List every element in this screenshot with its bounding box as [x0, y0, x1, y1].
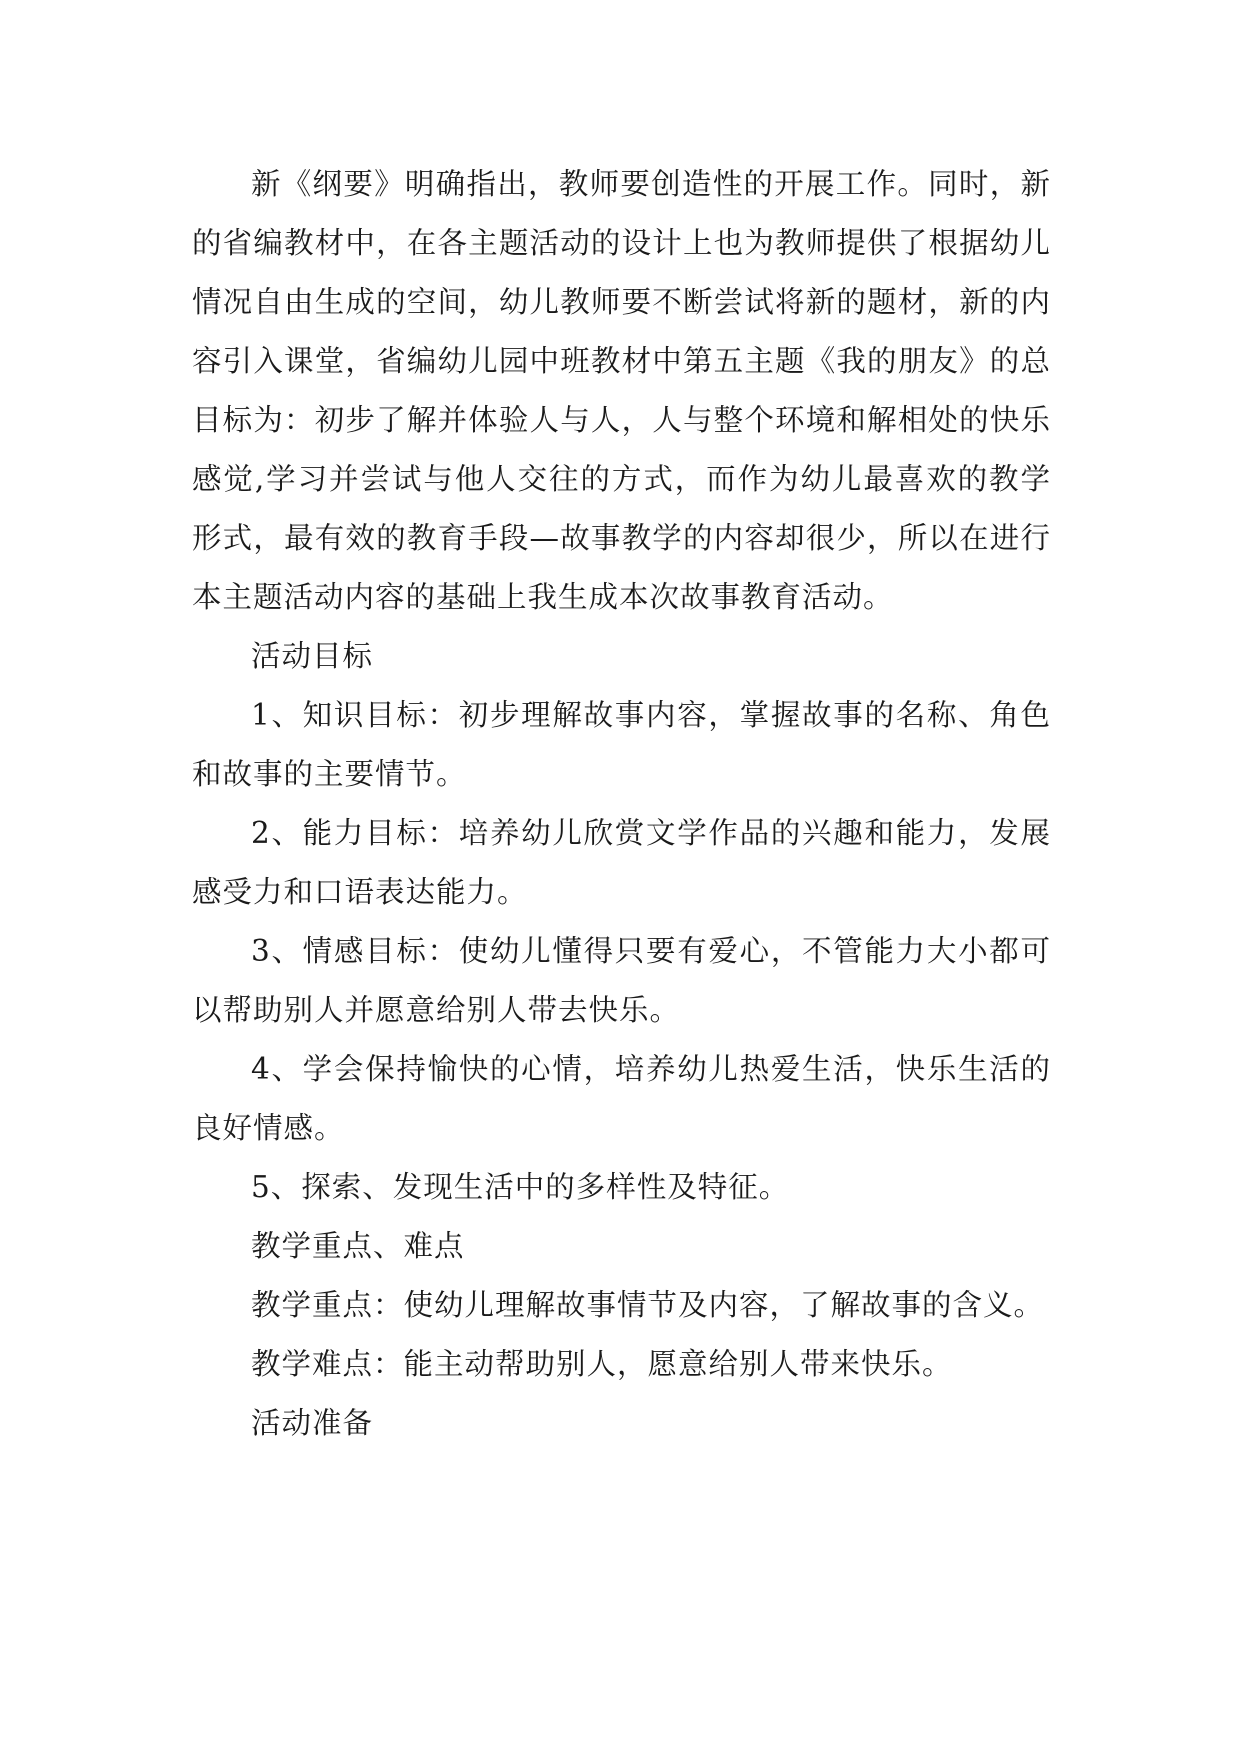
goal-item-1: 1、知识目标：初步理解故事内容，掌握故事的名称、角色和故事的主要情节。	[192, 698, 1051, 791]
difficulty-paragraph: 教学难点：能主动帮助别人，愿意给别人带来快乐。	[251, 1347, 953, 1381]
intro-paragraph: 新《纲要》明确指出，教师要创造性的开展工作。同时，新的省编教材中，在各主题活动的设计上也为教师提供了根据幼儿情况自由生成的空间，幼儿教师要不断尝试将新的题材，新的内容引入课堂，省编幼儿园中班教材中第五主题《我的朋友》的总目标为：初步了解并体验人与人，人与整个环境和解相处的快乐感觉,学习并尝试与他人交往的方式，而作为幼儿最喜欢的教学形式，最有效的教育手段—故事教学的内容却很少，所以在进行本主题活动内容的基础上我生成本次故事教育活动。	[192, 167, 1051, 614]
key-point-paragraph: 教学重点：使幼儿理解故事情节及内容，了解故事的含义。	[251, 1288, 1045, 1322]
goal-item-3: 3、情感目标：使幼儿懂得只要有爱心，不管能力大小都可以帮助别人并愿意给别人带去快乐。	[192, 934, 1051, 1027]
section-heading-preparation: 活动准备	[251, 1406, 374, 1440]
goal-item-5: 5、探索、发现生活中的多样性及特征。	[251, 1170, 790, 1204]
goal-item-2: 2、能力目标：培养幼儿欣赏文学作品的兴趣和能力，发展感受力和口语表达能力。	[192, 816, 1051, 909]
section-heading-activity-goals: 活动目标	[251, 639, 374, 673]
goal-item-4: 4、学会保持愉快的心情，培养幼儿热爱生活，快乐生活的良好情感。	[192, 1052, 1051, 1145]
section-heading-key-points: 教学重点、难点	[251, 1229, 465, 1263]
